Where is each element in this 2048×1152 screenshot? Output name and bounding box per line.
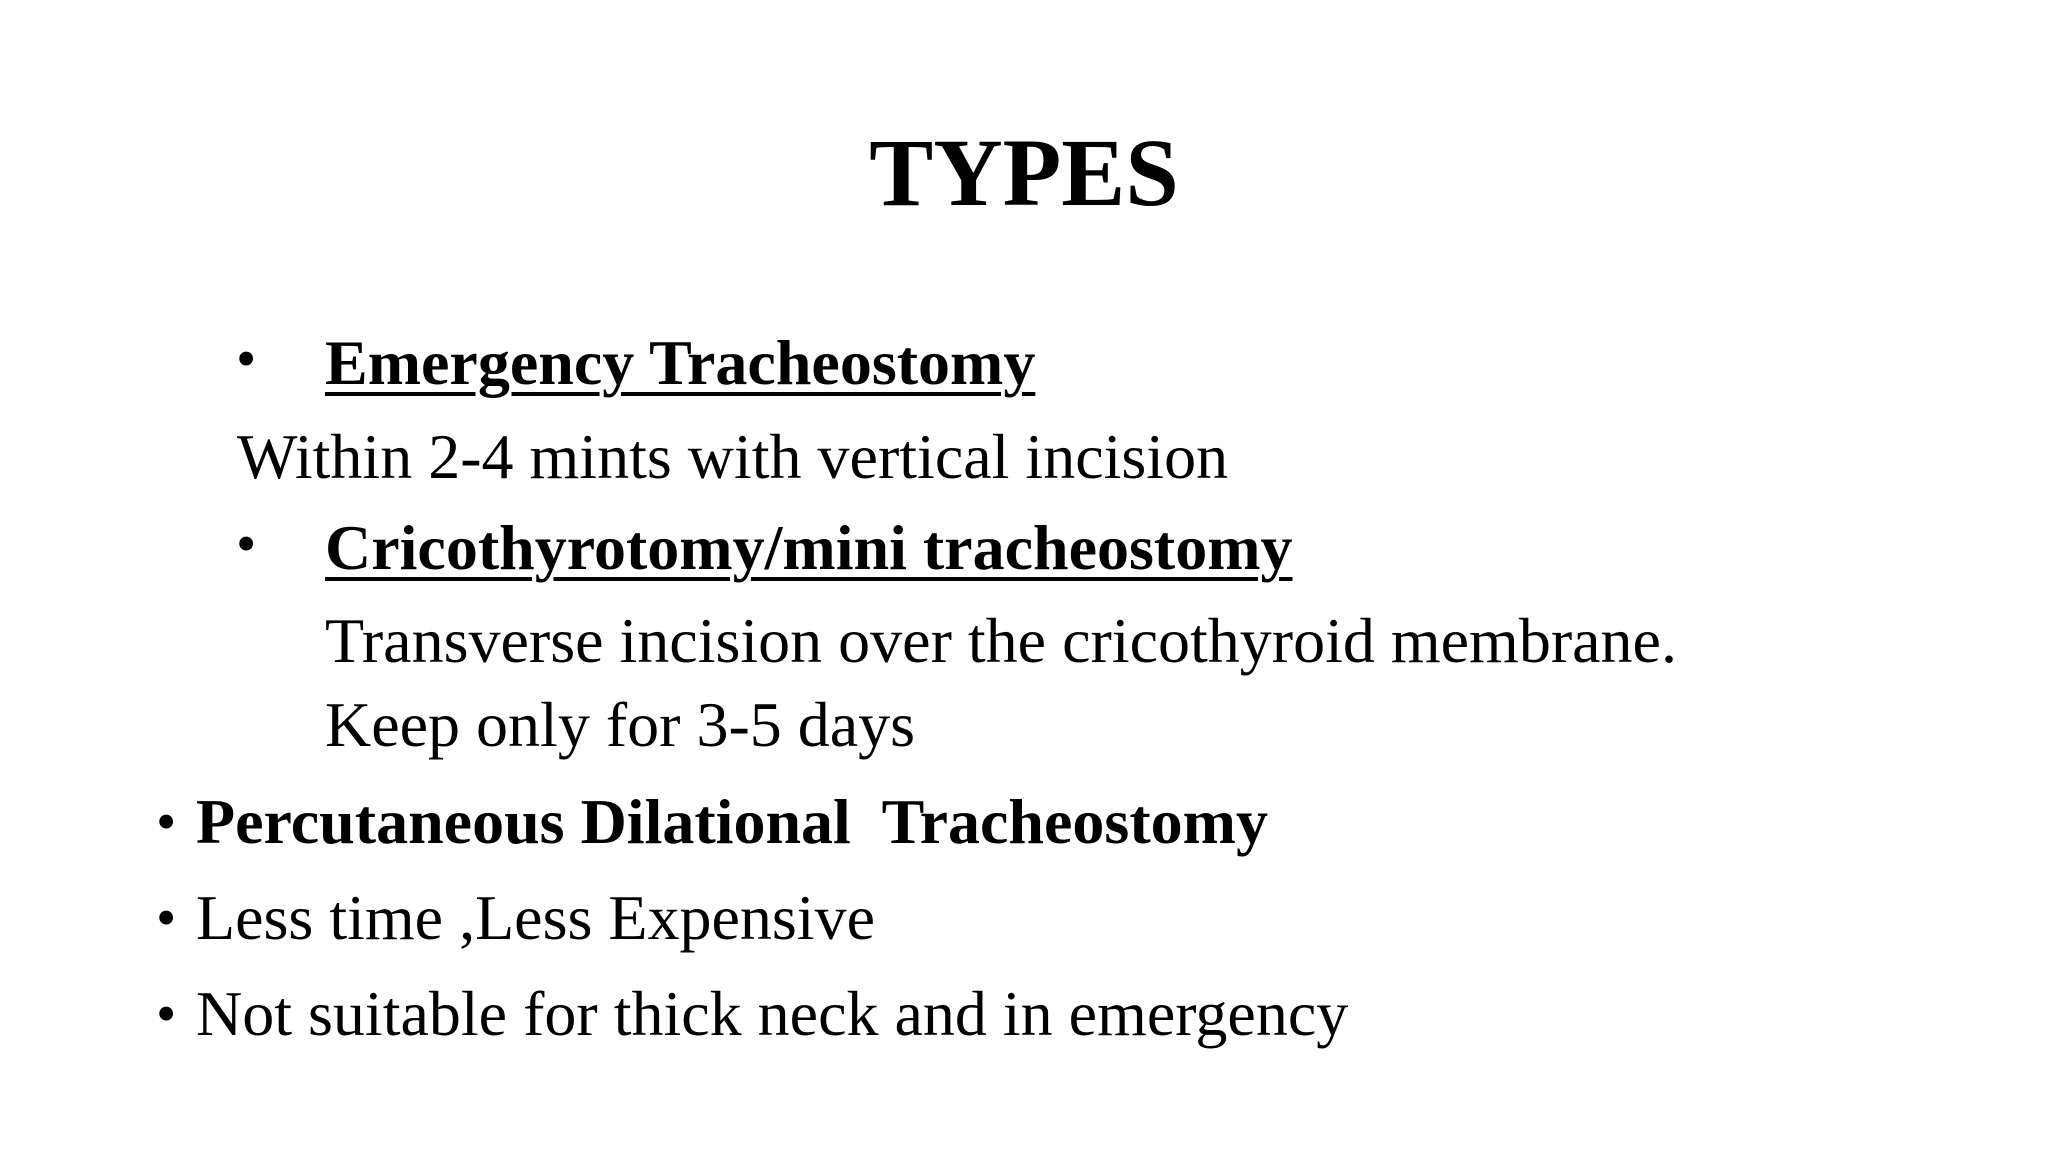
percutaneous-point-2: Not suitable for thick neck and in emergency bbox=[196, 978, 1349, 1049]
cricothyrotomy-description-2: Keep only for 3-5 days bbox=[325, 689, 916, 760]
bullet-marker: • bbox=[156, 981, 177, 1046]
bullet-marker: • bbox=[236, 326, 257, 391]
bullet-marker: • bbox=[236, 511, 257, 576]
emergency-description: Within 2-4 mints with vertical incision bbox=[237, 421, 1229, 492]
bullet-marker: • bbox=[156, 789, 177, 854]
heading-emergency-tracheostomy: Emergency Tracheostomy bbox=[325, 327, 1036, 398]
percutaneous-point-1: Less time ,Less Expensive bbox=[196, 882, 875, 953]
heading-cricothyrotomy: Cricothyrotomy/mini tracheostomy bbox=[325, 512, 1293, 583]
cricothyrotomy-description-1: Transverse incision over the cricothyroid membrane. bbox=[325, 605, 1677, 676]
bullet-marker: • bbox=[156, 885, 177, 950]
slide-title: TYPES bbox=[869, 119, 1179, 226]
heading-percutaneous-dilational-tracheostomy: Percutaneous Dilational Tracheostomy bbox=[196, 786, 1268, 857]
